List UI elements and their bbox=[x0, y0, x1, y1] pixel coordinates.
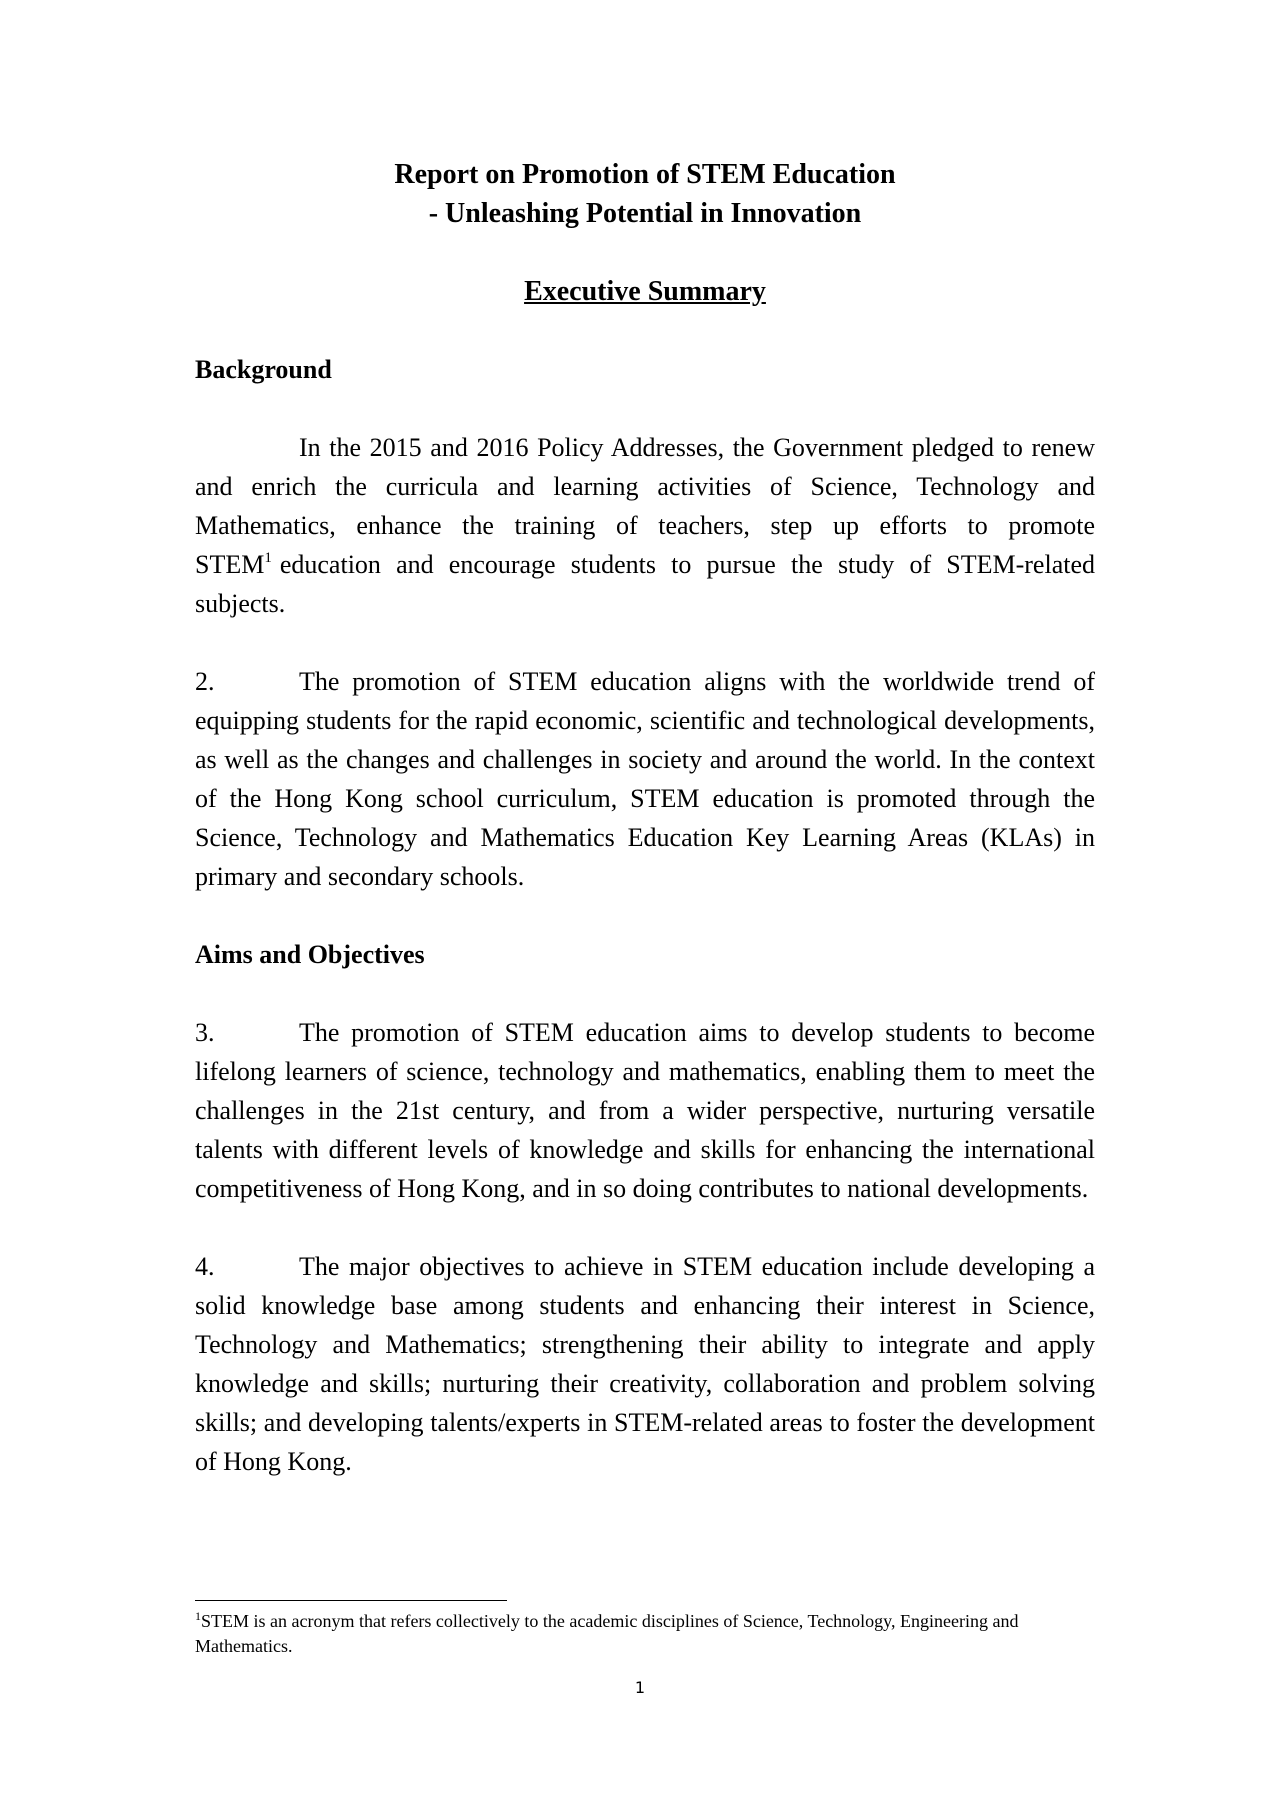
paragraph-2 bbox=[195, 662, 1095, 896]
footnote-text: STEM is an acronym that refers collectively to the academic disciplines of Science, Technology, Engineering and Mathematics. bbox=[195, 1611, 1019, 1656]
paragraph-number: 3. bbox=[195, 1018, 215, 1047]
document-subtitle: - Unleashing Potential in Innovation bbox=[428, 198, 862, 229]
paragraph-1 bbox=[195, 428, 1095, 623]
page-content bbox=[195, 155, 1095, 1520]
section-title: Executive Summary bbox=[524, 276, 766, 307]
footnote-reference: 1 bbox=[264, 550, 272, 566]
document-title: Report on Promotion of STEM Education bbox=[394, 159, 896, 190]
page-number: 1 bbox=[634, 1678, 646, 1697]
footnote-marker: 1 bbox=[195, 1609, 201, 1623]
paragraph-4 bbox=[195, 1247, 1095, 1481]
paragraph-1-text-end: education and encourage students to pursue the study of STEM-related subjects. bbox=[195, 550, 1095, 618]
paragraph-number: 4. bbox=[195, 1252, 215, 1281]
footnote bbox=[195, 1609, 1095, 1659]
paragraph-3-text: The promotion of STEM education aims to develop students to become lifelong learners of science, technology and mathematics, enabling them to meet the challenges in the 21st century, and from a wider perspective, nurturing versatile talents with different levels of knowledge and skills for enhancing the international competitiveness of Hong Kong, and in so doing contributes to national developments. bbox=[195, 1018, 1095, 1203]
paragraph-number: 2. bbox=[195, 667, 215, 696]
paragraph-1-text-start: In the 2015 and 2016 Policy Addresses, the Government pledged to renew and enrich the curricula and learning activities of Science, Technology and Mathematics, enhance the training of teachers, step up efforts to promote STEM bbox=[195, 433, 1095, 579]
paragraph-3 bbox=[195, 1013, 1095, 1208]
background-heading: Background bbox=[195, 355, 332, 384]
footnote-divider bbox=[195, 1600, 507, 1601]
aims-heading: Aims and Objectives bbox=[195, 940, 425, 969]
paragraph-2-text: The promotion of STEM education aligns with the worldwide trend of equipping students for the rapid economic, scientific and technological developments, as well as the changes and challenges in society and around the world. In the context of the Hong Kong school curriculum, STEM education is promoted through the Science, Technology and Mathematics Education Key Learning Areas (KLAs) in primary and secondary schools. bbox=[195, 667, 1095, 891]
paragraph-4-text: The major objectives to achieve in STEM education include developing a solid knowledge base among students and enhancing their interest in Science, Technology and Mathematics; strengthening their ability to integrate and apply knowledge and skills; nurturing their creativity, collaboration and problem solving skills; and developing talents/experts in STEM-related areas to foster the development of Hong Kong. bbox=[195, 1252, 1095, 1476]
